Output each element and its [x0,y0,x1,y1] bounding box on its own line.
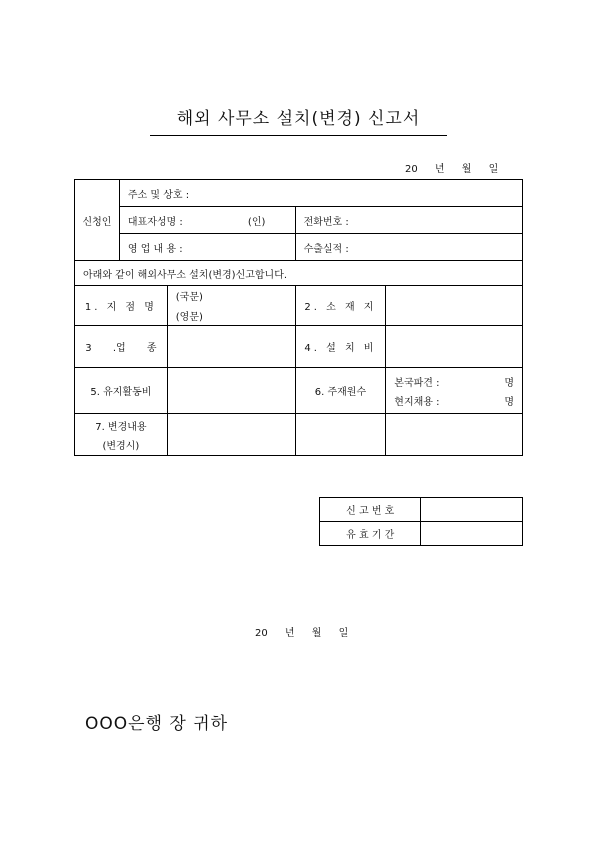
install-cost-value [386,326,523,368]
report-number-label: 신 고 번 호 [320,498,421,522]
location-label: 2. 소 재 지 [295,286,386,326]
business-type-label: 3 .업 종 [75,326,168,368]
install-cost-label: 4. 설 치 비 [295,326,386,368]
branch-name-value [167,286,295,326]
change-extra-value [386,414,523,456]
change-details-note: (변경시) [102,440,140,452]
applicant-label: 신청인 [75,180,120,261]
business-label: 영 업 내 용 : [119,234,295,261]
validity-period-label: 유 효 기 간 [320,522,421,546]
english-name-label: (영문) [175,312,203,323]
korean-name-label: (국문) [175,292,203,303]
staff-count-value [386,368,523,414]
branch-name-label: 1. 지 점 명 [75,286,168,326]
change-extra-cell [295,414,386,456]
address-label: 주소 및 상호 : [119,180,522,207]
dispatched-unit: 명 [504,377,514,389]
representative-cell [119,207,295,234]
date-top: 20 년 월 일 [405,164,499,175]
staff-count-label: 6. 주재원수 [295,368,386,414]
maintenance-cost-label: 5. 유지활동비 [75,368,168,414]
report-number-value [421,498,523,522]
maintenance-cost-value [167,368,295,414]
dispatched-row [394,374,514,389]
dispatched-label: 본국파견 : [394,377,440,389]
local-hire-label: 현지채용 : [394,396,440,408]
business-type-value [167,326,295,368]
change-details-value [167,414,295,456]
official-use-table [319,497,523,546]
local-hire-row [394,393,514,408]
representative-label: 대표자성명 : [127,216,183,228]
seal-mark: (인) [247,216,266,228]
location-value [386,286,523,326]
report-form-table [74,179,523,456]
change-details-title: 7. 변경내용 [95,421,147,433]
export-label: 수출실적 : [295,234,522,261]
document-title: 해외 사무소 설치(변경) 신고서 [150,104,447,136]
declaration-text: 아래와 같이 해외사무소 설치(변경)신고합니다. [75,261,523,286]
validity-period-value [421,522,523,546]
local-hire-unit: 명 [504,396,514,408]
change-details-label [75,414,168,456]
date-bottom: 20 년 월 일 [255,628,349,639]
phone-label: 전화번호 : [295,207,522,234]
addressee: OOO은행 장 귀하 [85,714,229,734]
